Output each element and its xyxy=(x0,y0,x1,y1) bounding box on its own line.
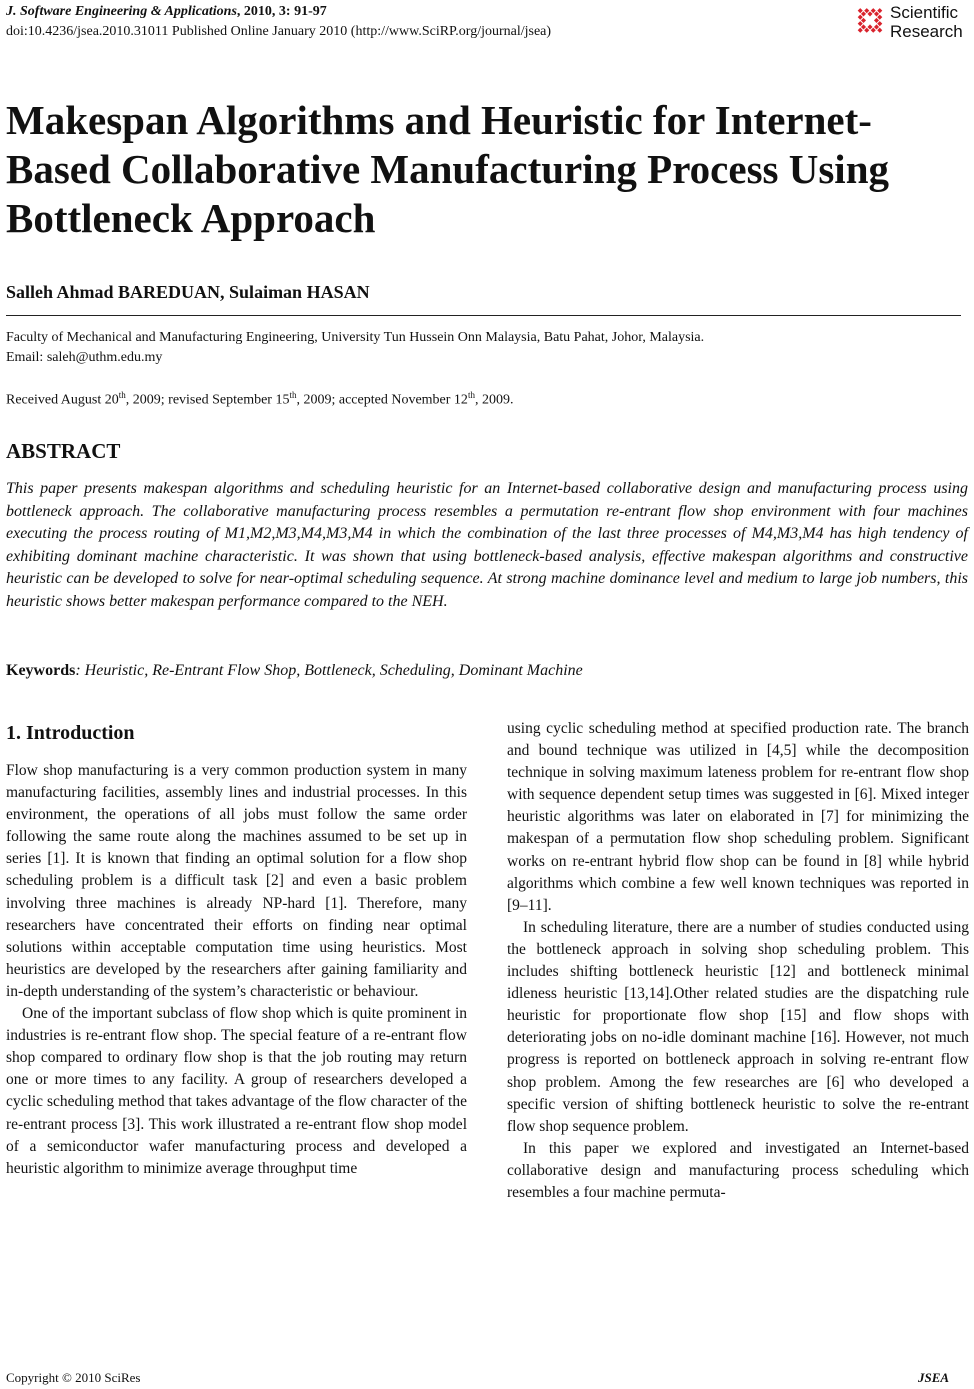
logo-square xyxy=(877,28,882,33)
logo-square xyxy=(877,8,882,13)
logo-text-line2: Research xyxy=(890,22,963,41)
paragraph: In scheduling literature, there are a number of studies conducted using the bottleneck approach in solving shop scheduling problem. This includes shifting bottleneck heuristic [12] and bottleneck minimal idleness heuristic [13,14].Other related studies are the dispatching rule heuristic for proportionate flow shop [15] and flow shops with deteriorating jobs on no-idle dominant machine [16]. However, not much progress is reported on bottleneck approach in solving re-entrant flow shop problem. Among the few researches are [6] who developed a specific version of shifting bottleneck heuristic to solve the re-entrant flow shop sequence problem. xyxy=(507,918,969,1135)
logo-square xyxy=(874,11,879,16)
logo-square xyxy=(858,15,863,20)
logo-square xyxy=(877,15,882,20)
logo-square xyxy=(864,28,869,33)
logo-square xyxy=(871,28,876,33)
logo-square xyxy=(861,11,866,16)
publisher-logo xyxy=(852,3,970,43)
logo-square xyxy=(867,24,872,29)
logo-square xyxy=(861,18,866,23)
abstract-heading: ABSTRACT xyxy=(6,439,121,463)
logo-text-line1: Scientific xyxy=(890,3,959,22)
logo-square xyxy=(877,21,882,26)
logo-square xyxy=(858,28,863,33)
logo-square xyxy=(858,8,863,13)
paragraph: One of the important subclass of flow shop which is quite prominent in industries is re-entrant flow shop. The special feature of a re-entrant flow shop compared to ordinary flow shop is that the job routing may return one or more times to any facility. A group of researchers developed a cyclic scheduling method that takes advantage of the flow character of the re-entrant process [3]. This work illustrated a re-entrant flow shop model of a semiconductor wafer manufacturing process and developed a heuristic algorithm to minimize average throughput time xyxy=(6,1005,467,1177)
section-heading-introduction: 1. Introduction xyxy=(6,722,135,744)
keywords-label: Keywords xyxy=(6,662,76,679)
logo-square xyxy=(858,21,863,26)
paragraph: Flow shop manufacturing is a very common production system in many manufacturing facilities, assembly lines and industrial processes. In this environment, the operations of all jobs must follow the same order following the same route along the machines assumed to be set up in series [1]. It is known that finding an optimal solution for a flow shop scheduling problem is a difficult task [2] and even a basic problem involving three machines is already NP-hard [1]. Therefore, many researchers have concentrated their efforts on finding near optimal solutions within acceptable computation time using heuristics. Most heuristics are developed by the researchers after gaining familiarity and in-depth understanding of the system’s characteristic or behaviour. xyxy=(6,762,467,1000)
authors: Salleh Ahmad BAREDUAN, Sulaiman HASAN xyxy=(6,282,370,302)
logo-mark-icon xyxy=(852,3,888,39)
left-column xyxy=(6,760,467,1180)
copyright: Copyright © 2010 SciRes xyxy=(6,1370,141,1385)
logo-square xyxy=(867,11,872,16)
logo-square xyxy=(871,8,876,13)
logo-square xyxy=(861,24,866,29)
journal-volume: , 2010, 3: 91-97 xyxy=(236,4,327,19)
email: Email: saleh@uthm.edu.my xyxy=(6,350,163,365)
paragraph: In this paper we explored and investigated an Internet-based collaborative design and manufacturing process scheduling which resembles a four machine permuta- xyxy=(507,1139,969,1201)
journal-name: J. Software Engineering & Applications xyxy=(6,4,237,19)
logo-square xyxy=(874,18,879,23)
paper-title: Makespan Algorithms and Heuristic for Internet-Based Collaborative Manufacturing Process Using Bottleneck Approach xyxy=(6,97,890,241)
paragraph: using cyclic scheduling method at specified production rate. The branch and bound technique was utilized in [4,5] while the decomposition technique in solving maximum lateness problem for re-entrant flow shop with sequence dependent setup times was suggested in [6]. Mixed integer heuristic algorithms was later on elaborated in [7] for minimizing the makespan of a permutation flow shop scheduling problem. Significant works on re-entrant hybrid flow shop can be found in [8] while hybrid algorithms which combine a few well known techniques was reported in [9–11]. xyxy=(507,720,969,914)
keywords xyxy=(6,662,583,680)
header-divider xyxy=(6,315,961,316)
doi-line: doi:10.4236/jsea.2010.31011 Published Online January 2010 (http://www.SciRP.org/journal/jsea) xyxy=(6,24,552,39)
logo-square xyxy=(874,24,879,29)
received-dates: Received August 20th, 2009; revised September 15th, 2009; accepted November 12th, 2009. xyxy=(6,390,514,408)
journal-citation xyxy=(6,4,327,20)
journal-abbrev: JSEA xyxy=(918,1370,950,1385)
right-column xyxy=(507,718,969,1204)
logo-square xyxy=(864,8,869,13)
keywords-list: : Heuristic, Re-Entrant Flow Shop, Bottleneck, Scheduling, Dominant Machine xyxy=(75,662,583,679)
abstract-text: This paper presents makespan algorithms and scheduling heuristic for an Internet-based collaborative design and manufacturing process using bottleneck approach. The collaborative manufacturing process resembles a permutation re-entrant flow shop environment with four machines executing the process routing of M1,M2,M3,M4,M3,M4 in which the combination of the last three processes of M4,M3,M4 has high tendency of exhibiting dominant machine characteristic. It was shown that using bottleneck-based analysis, effective makespan algorithms and constructive heuristic can be developed to solve for near-optimal scheduling sequence. At strong machine dominance level and medium to large job numbers, this heuristic shows better makespan performance compared to the NEH. xyxy=(6,480,968,610)
affiliation: Faculty of Mechanical and Manufacturing Engineering, University Tun Hussein Onn Malaysia, Batu Pahat, Johor, Malaysia. xyxy=(6,330,705,345)
